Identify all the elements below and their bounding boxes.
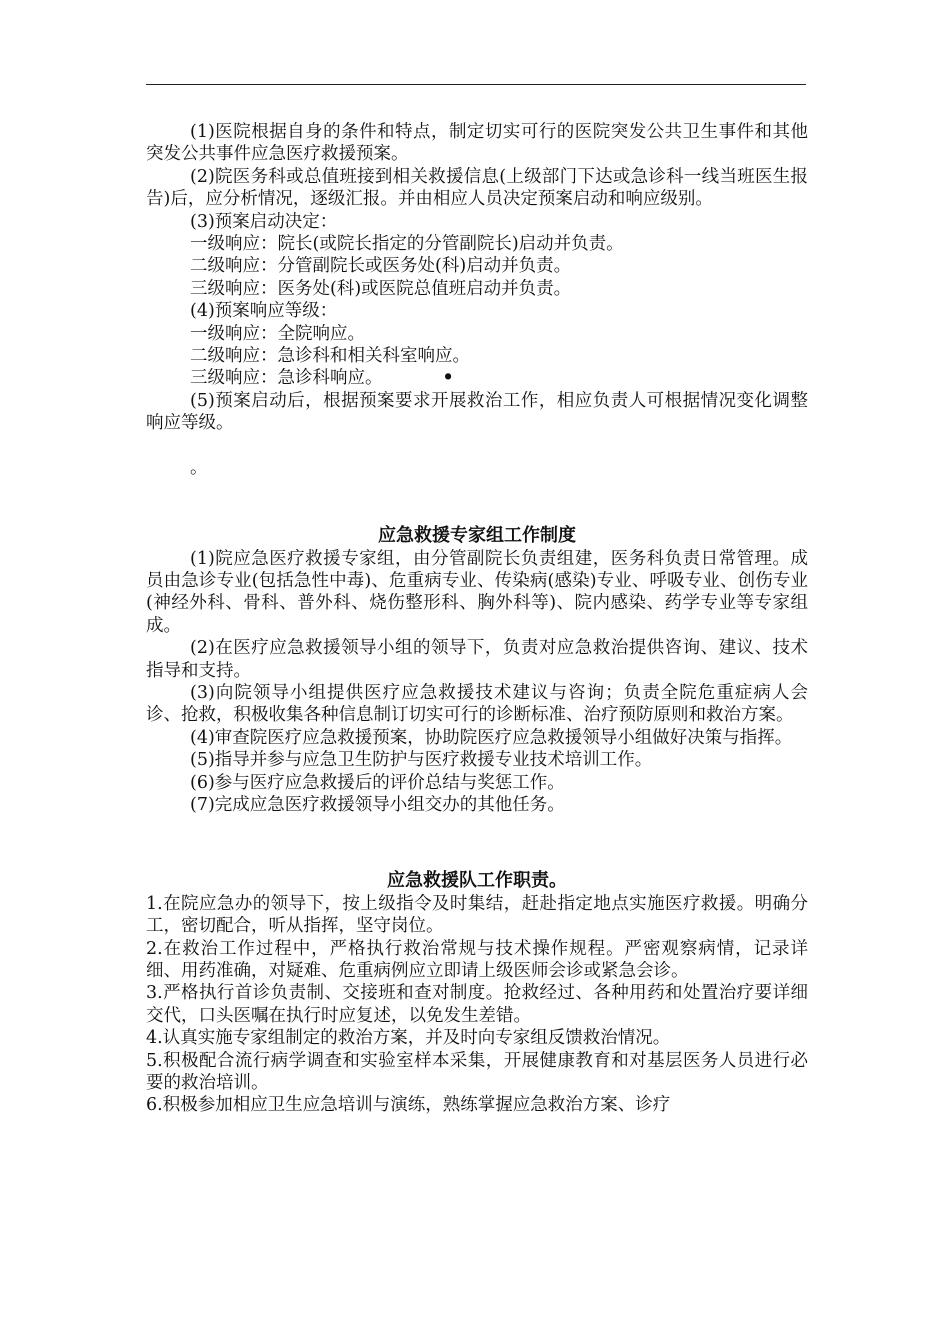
list-item-text: 三级响应：急诊科响应。: [190, 368, 383, 389]
paragraph: 5.积极配合流行病学调查和实验室样本采集，开展健康教育和对基层医务人员进行必要的救治培训。: [146, 1050, 808, 1094]
paragraph: (2)在医疗应急救援领导小组的领导下，负责对应急救治提供咨询、建议、技术指导和支持。: [146, 638, 808, 681]
header-rule: [146, 84, 806, 85]
list-item: 三级响应：医务处(科)或医院总值班启动并负责。: [190, 278, 572, 299]
paragraph: (6)参与医疗应急救援后的评价总结与奖惩工作。: [190, 772, 565, 793]
section-heading: 应急救援队工作职责。: [387, 870, 567, 892]
paragraph: (2)院医务科或总值班接到相关救援信息(上级部门下达或急诊科一线当班医生报告)后，应分析情况，逐级汇报。并由相应人员决定预案启动和响应级别。: [146, 166, 808, 210]
paragraph: 6.积极参加相应卫生应急培训与演练，熟练掌握应急救治方案、诊疗: [146, 1095, 671, 1116]
paragraph: (4)审查院医疗应急救援预案，协助院医疗应急救援领导小组做好决策与指挥。: [190, 727, 793, 748]
bullet-mark: •: [442, 368, 454, 389]
paragraph: (1)院应急医疗救援专家组，由分管副院长负责组建，医务科负责日常管理。成员由急诊专业(包括急性中毒)、危重病专业、传染病(感染)专业、呼吸专业、创伤专业(神经外科、骨科、普外科、烧伤整形科、胸外科等)、院内感染、药学专业等专家组成。: [146, 548, 808, 636]
stray-mark: 。: [190, 457, 208, 478]
paragraph: (1)医院根据自身的条件和特点，制定切实可行的医院突发公共卫生事件和其他突发公共事件应急医疗救援预案。: [146, 122, 808, 165]
list-item: [146, 367, 808, 389]
paragraph: 2.在救治工作过程中，严格执行救治常规与技术操作规程。严密观察病情，记录详细、用药准确，对疑难、危重病例应立即请上级医师会诊或紧急会诊。: [146, 938, 808, 981]
document-body: [146, 121, 808, 1117]
list-item: 一级响应：全院响应。: [190, 323, 365, 344]
list-item: 二级响应：分管副院长或医务处(科)启动并负责。: [190, 256, 572, 277]
paragraph: (7)完成应急医疗救援领导小组交办的其他任务。: [190, 794, 565, 815]
list-item: 二级响应：急诊科和相关科室响应。: [190, 346, 470, 367]
paragraph: 1.在院应急办的领导下，按上级指令及时集结，赶赴指定地点实施医疗救援。明确分工，密切配合，听从指挥，坚守岗位。: [146, 893, 808, 937]
paragraph: 4.认真实施专家组制定的救治方案，并及时向专家组反馈救治情况。: [146, 1028, 671, 1049]
paragraph: (5)指导并参与应急卫生防护与医疗救援专业技术培训工作。: [190, 750, 653, 771]
paragraph: (3)向院领导小组提供医疗应急救援技术建议与咨询；负责全院危重症病人会诊、抢救，积极收集各种信息制订切实可行的诊断标准、治疗预防原则和救治方案。: [146, 682, 808, 726]
response-level-title: (4)预案响应等级：: [190, 301, 338, 322]
list-item: 一级响应：院长(或院长指定的分管副院长)启动并负责。: [190, 234, 624, 255]
paragraph: 3.严格执行首诊负责制、交接班和查对制度。抢救经过、各种用药和处置治疗要详细交代，口头医嘱在执行时应复述，以免发生差错。: [146, 983, 808, 1026]
start-decision-title: (3)预案启动决定：: [190, 211, 338, 232]
section-heading: 应急救援专家组工作制度: [378, 525, 576, 547]
paragraph: (5)预案启动后，根据预案要求开展救治工作，相应负责人可根据情况变化调整响应等级。: [146, 390, 808, 434]
